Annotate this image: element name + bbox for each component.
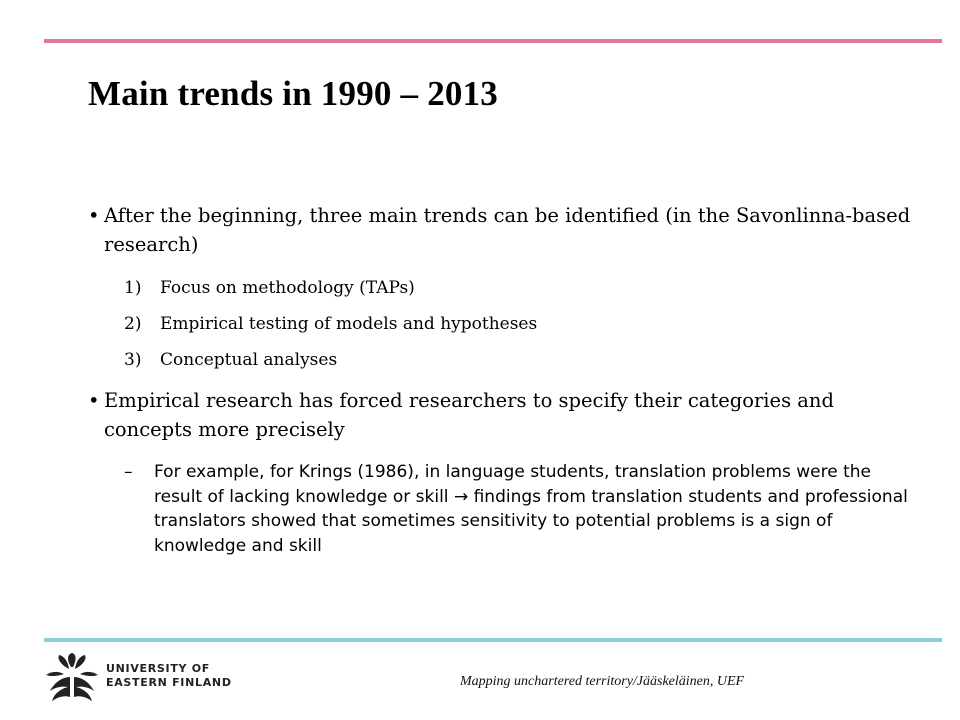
item-text: Focus on methodology (TAPs) <box>160 278 415 298</box>
sub-bullet-text <box>124 460 924 558</box>
slide-title: Main trends in 1990 – 2013 <box>88 74 499 113</box>
bottom-divider <box>44 638 942 642</box>
bullet-marker: • <box>88 389 100 412</box>
uef-logo-icon <box>44 653 100 703</box>
bullet-marker: • <box>88 204 100 227</box>
item-text: Empirical testing of models and hypotheses <box>160 314 538 334</box>
university-name-line2: EASTERN FINLAND <box>106 676 232 689</box>
university-name <box>106 662 232 690</box>
footer-text: Mapping unchartered territory/Jääskeläinen, UEF <box>460 674 745 689</box>
item-number: 2) <box>124 314 142 334</box>
bullet-text: Empirical research has forced researchers to specify their categories and concepts more precisely <box>104 389 834 441</box>
numbered-item-2 <box>124 313 537 335</box>
top-divider <box>44 39 942 43</box>
item-number: 1) <box>124 278 142 298</box>
numbered-item-3 <box>124 349 337 371</box>
sub-text-before: For example, for Krings (1986), in language students, translation problems were the result of lacking knowledge or skill <box>154 462 872 507</box>
university-name-line1: UNIVERSITY OF <box>106 662 211 675</box>
sub-text-after: findings from translation students and professional translators showed that sometimes sensitivity to potential problems is a sign of knowledge and skill <box>154 486 908 556</box>
bullet-2 <box>88 386 918 444</box>
item-text: Conceptual analyses <box>160 350 338 370</box>
numbered-item-1 <box>124 277 415 299</box>
sub-bullet-marker: – <box>124 462 133 482</box>
sub-bullet <box>124 460 924 558</box>
bullet-1 <box>88 201 918 259</box>
item-number: 3) <box>124 350 142 370</box>
bullet-text: After the beginning, three main trends can be identified (in the Savonlinna-based research) <box>104 204 911 256</box>
arrow-icon: → <box>453 486 469 507</box>
